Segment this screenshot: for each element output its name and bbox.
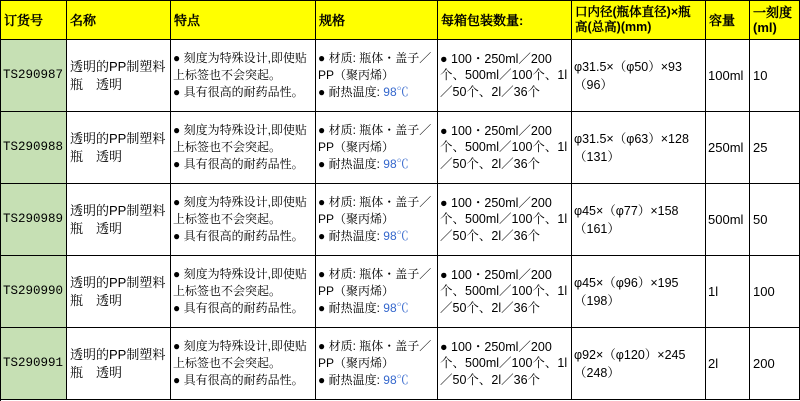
- cell-capacity: 100ml: [706, 40, 750, 112]
- feature-item: ● 刻度为特殊设计,即使贴上标签也不会突起。: [173, 267, 307, 298]
- cell-capacity: 250ml: [706, 112, 750, 184]
- cell-features: [171, 256, 316, 328]
- spec-material: ● 材质: 瓶体・盖子／PP（聚丙烯）: [318, 195, 432, 226]
- header-name: 名称: [67, 1, 171, 40]
- header-graduation-line1: 一刻度: [753, 5, 793, 20]
- spec-temperature: ● 耐热温度: 98℃: [318, 373, 409, 387]
- feature-item: ● 具有很高的耐药品性。: [173, 85, 304, 99]
- cell-features: [171, 328, 316, 400]
- header-graduation-line2: (ml): [753, 20, 777, 35]
- cell-packing: ● 100・250ml／200个、500ml／100个、1l／50个、2l／36个: [438, 328, 572, 400]
- cell-order-no: TS290989: [1, 184, 67, 256]
- cell-dimensions: φ45×（φ77）×158（161）: [572, 184, 706, 256]
- cell-name: 透明的PP制塑料瓶 透明: [67, 256, 171, 328]
- header-order-no: 订货号: [1, 1, 67, 40]
- spec-temperature-value: 98℃: [383, 157, 409, 171]
- cell-packing: ● 100・250ml／200个、500ml／100个、1l／50个、2l／36个: [438, 184, 572, 256]
- feature-item: ● 具有很高的耐药品性。: [173, 373, 304, 387]
- header-packing: 每箱包装数量:: [438, 1, 572, 40]
- spec-temperature: ● 耐热温度: 98℃: [318, 301, 409, 315]
- cell-dimensions: φ92×（φ120）×245（248）: [572, 328, 706, 400]
- spec-material: ● 材质: 瓶体・盖子／PP（聚丙烯）: [318, 339, 432, 370]
- cell-features: [171, 112, 316, 184]
- spec-temperature-value: 98℃: [383, 301, 409, 315]
- cell-spec: [316, 184, 438, 256]
- spec-material: ● 材质: 瓶体・盖子／PP（聚丙烯）: [318, 267, 432, 298]
- cell-order-no: TS290988: [1, 112, 67, 184]
- cell-graduation: 200: [750, 328, 800, 400]
- spec-temperature: ● 耐热温度: 98℃: [318, 85, 409, 99]
- cell-features: [171, 184, 316, 256]
- cell-dimensions: φ31.5×（φ63）×128（131）: [572, 112, 706, 184]
- spec-temperature: ● 耐热温度: 98℃: [318, 157, 409, 171]
- cell-name: 透明的PP制塑料瓶 透明: [67, 112, 171, 184]
- cell-capacity: 500ml: [706, 184, 750, 256]
- cell-spec: [316, 112, 438, 184]
- header-features: 特点: [171, 1, 316, 40]
- spec-material: ● 材质: 瓶体・盖子／PP（聚丙烯）: [318, 51, 432, 82]
- spec-temperature-value: 98℃: [383, 85, 409, 99]
- feature-item: ● 具有很高的耐药品性。: [173, 301, 304, 315]
- cell-dimensions: φ45×（φ96）×195（198）: [572, 256, 706, 328]
- header-graduation: [750, 1, 800, 40]
- cell-dimensions: φ31.5×（φ50）×93（96）: [572, 40, 706, 112]
- cell-spec: [316, 328, 438, 400]
- cell-order-no: TS290987: [1, 40, 67, 112]
- cell-graduation: 50: [750, 184, 800, 256]
- cell-spec: [316, 256, 438, 328]
- cell-capacity: 1l: [706, 256, 750, 328]
- cell-capacity: 2l: [706, 328, 750, 400]
- feature-item: ● 刻度为特殊设计,即使贴上标签也不会突起。: [173, 195, 307, 226]
- cell-graduation: 25: [750, 112, 800, 184]
- feature-item: ● 具有很高的耐药品性。: [173, 229, 304, 243]
- cell-features: [171, 40, 316, 112]
- header-spec: 规格: [316, 1, 438, 40]
- cell-order-no: TS290990: [1, 256, 67, 328]
- cell-packing: ● 100・250ml／200个、500ml／100个、1l／50个、2l／36个: [438, 256, 572, 328]
- header-capacity: 容量: [706, 1, 750, 40]
- cell-packing: ● 100・250ml／200个、500ml／100个、1l／50个、2l／36个: [438, 112, 572, 184]
- cell-name: 透明的PP制塑料瓶 透明: [67, 40, 171, 112]
- cell-spec: [316, 40, 438, 112]
- spec-temperature-value: 98℃: [383, 229, 409, 243]
- cell-packing: ● 100・250ml／200个、500ml／100个、1l／50个、2l／36个: [438, 40, 572, 112]
- feature-item: ● 刻度为特殊设计,即使贴上标签也不会突起。: [173, 51, 307, 82]
- cell-name: 透明的PP制塑料瓶 透明: [67, 184, 171, 256]
- feature-item: ● 刻度为特殊设计,即使贴上标签也不会突起。: [173, 123, 307, 154]
- spec-temperature-value: 98℃: [383, 373, 409, 387]
- cell-graduation: 100: [750, 256, 800, 328]
- spec-temperature: ● 耐热温度: 98℃: [318, 229, 409, 243]
- cell-order-no: TS290991: [1, 328, 67, 400]
- spec-material: ● 材质: 瓶体・盖子／PP（聚丙烯）: [318, 123, 432, 154]
- cell-graduation: 10: [750, 40, 800, 112]
- feature-item: ● 具有很高的耐药品性。: [173, 157, 304, 171]
- header-dimensions: 口内径(瓶体直径)×瓶高(总高)(mm): [572, 1, 706, 40]
- table-grid: [1, 1, 800, 400]
- feature-item: ● 刻度为特殊设计,即使贴上标签也不会突起。: [173, 339, 307, 370]
- cell-name: 透明的PP制塑料瓶 透明: [67, 328, 171, 400]
